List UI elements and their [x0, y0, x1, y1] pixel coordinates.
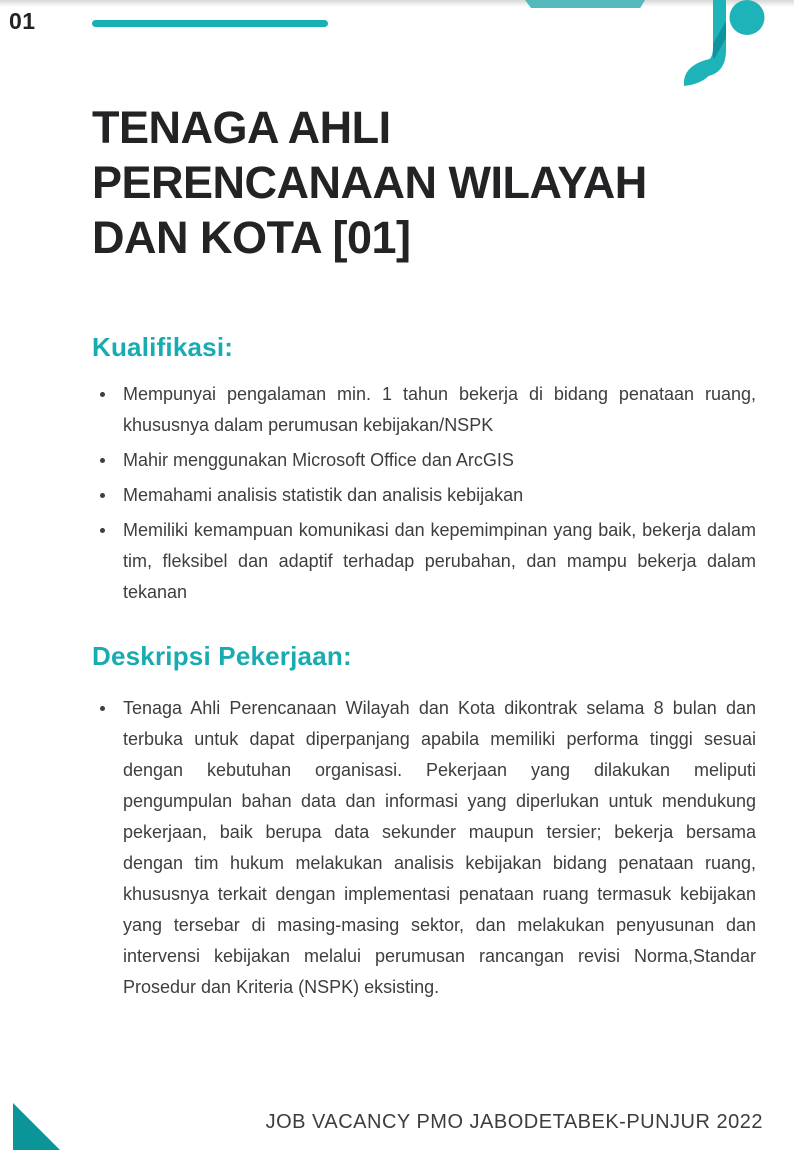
footer-text: JOB VACANCY PMO JABODETABEK-PUNJUR 2022 — [265, 1111, 763, 1133]
bullet-list — [92, 693, 756, 1003]
section-deskripsi-pekerjaan — [92, 640, 756, 1007]
section-heading: Kualifikasi: — [92, 332, 234, 362]
top-edge-shadow — [0, 0, 794, 7]
bullet-item: Tenaga Ahli Perencanaan Wilayah dan Kota dikontrak selama 8 bulan dan terbuka untuk dapat diperpanjang apabila memiliki performa tinggi sesuai dengan kebutuhan organisasi. Pekerjaan yang dilakukan meliputi pengumpulan bahan data dan informasi yang diperlukan untuk mendukung pekerjaan, baik berupa data sekunder maupun tersier; bekerja bersama dengan tim hukum melakukan analisis kebijakan bidang penataan ruang, khususnya terkait dengan implementasi penataan ruang termasuk kebijakan yang tersebar di masing-masing sektor, dan melakukan penyusunan dan intervensi kebijakan melalui perumusan rancangan revisi Norma,Standar Prosedur dan Kriteria (NSPK) eksisting. — [92, 693, 756, 1003]
section-heading: Deskripsi Pekerjaan: — [92, 641, 352, 671]
accent-rule — [92, 20, 328, 27]
bullet-item: Mempunyai pengalaman min. 1 tahun bekerja di bidang penataan ruang, khususnya dalam perumusan kebijakan/NSPK — [92, 379, 756, 441]
page-number: 01 — [9, 8, 36, 34]
bullet-item: Mahir menggunakan Microsoft Office dan ArcGIS — [92, 445, 756, 476]
bullet-item: Memiliki kemampuan komunikasi dan kepemimpinan yang baik, bekerja dalam tim, fleksibel dan adaptif terhadap perubahan, dan mampu bekerja dalam tekanan — [92, 515, 756, 608]
sprout-note-logo-icon — [680, 0, 768, 96]
section-kualifikasi — [92, 331, 756, 612]
page-title-line: TENAGA AHLI — [92, 102, 391, 153]
corner-triangle-shape — [13, 1103, 60, 1150]
page-title-line: PERENCANAAN WILAYAH — [92, 157, 647, 208]
page-title — [92, 100, 647, 265]
bullet-list — [92, 379, 756, 608]
bullet-item: Memahami analisis statistik dan analisis kebijakan — [92, 480, 756, 511]
page-title-line: DAN KOTA [01] — [92, 212, 411, 263]
top-decorative-shape — [525, 0, 645, 8]
